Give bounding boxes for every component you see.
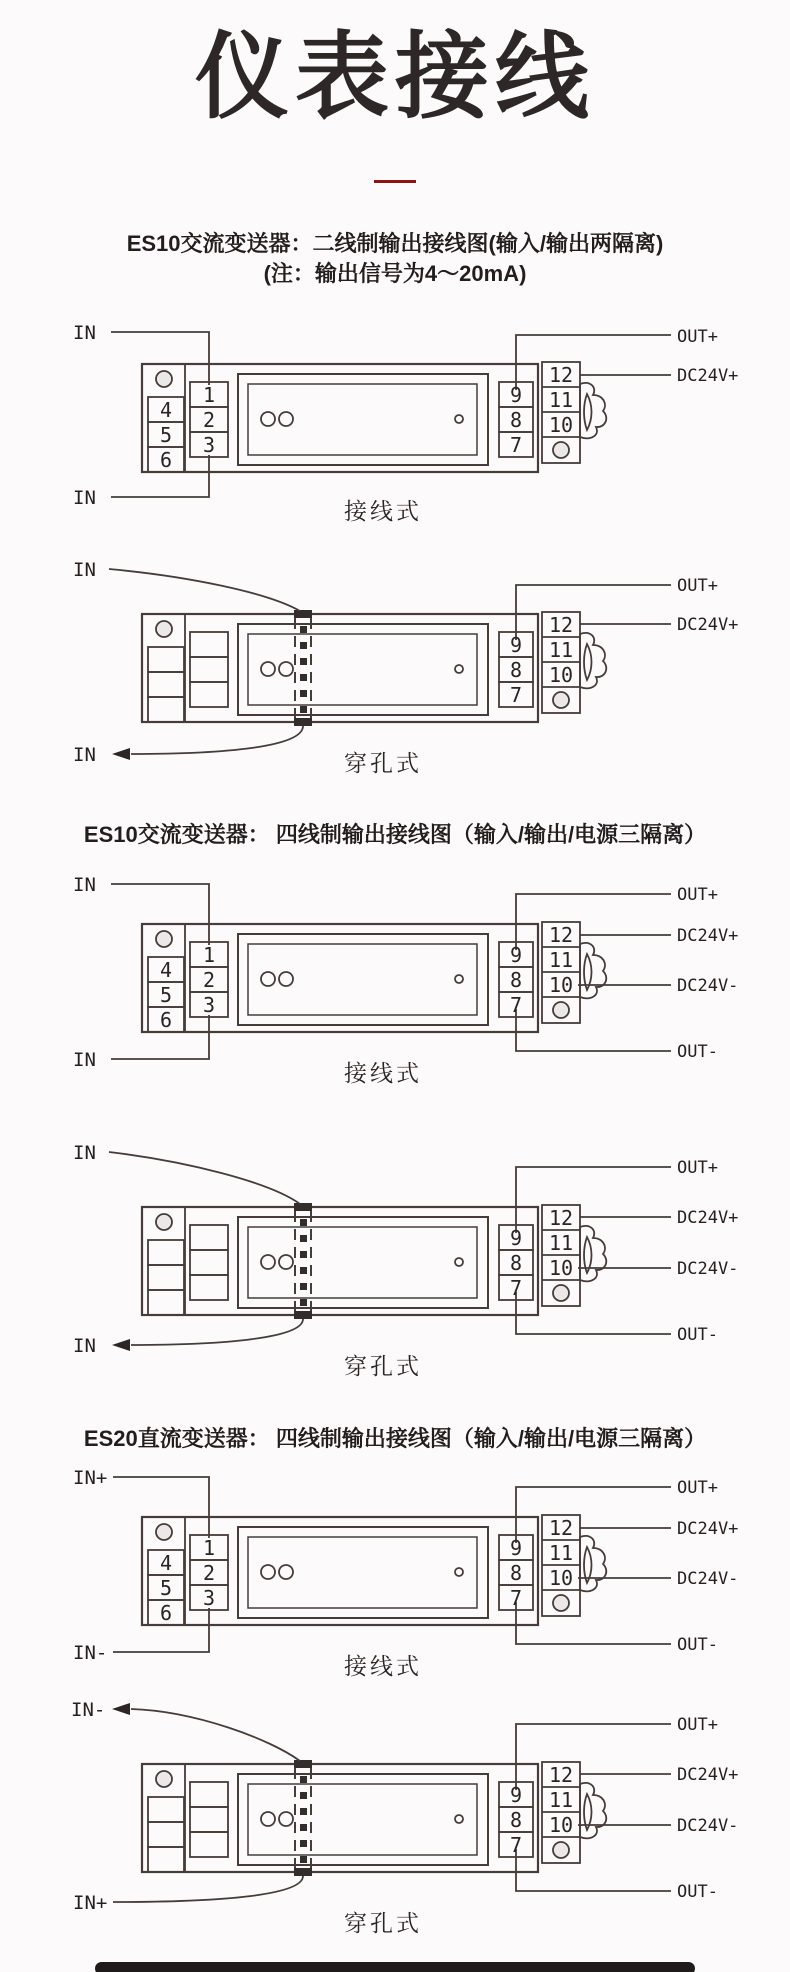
terminal-number: 9 [509,942,523,967]
wire-out-minus [516,1602,671,1644]
terminal-number: 7 [509,992,523,1017]
diagram-es10-4wire-punched [35,1137,755,1382]
terminal-number: 10 [548,1565,574,1590]
wire-out-plus [516,585,671,640]
wire-input-bottom [131,1319,303,1345]
output-label: DC24V+ [677,366,739,387]
output-label: OUT+ [677,327,718,348]
wire-input-bottom [113,1876,303,1902]
arrow-left-icon [112,1339,130,1351]
terminal-number: 7 [509,1585,523,1610]
output-label: DC24V+ [677,1764,739,1785]
input-label-bottom: IN [73,487,96,510]
output-label: OUT+ [677,1157,718,1178]
terminal-number: 9 [509,633,523,658]
output-label: OUT+ [677,1477,718,1498]
terminal-number: 3 [202,433,216,458]
wire-out-minus [516,1849,671,1891]
terminal-number: 9 [509,383,523,408]
arrow-left-icon [112,748,130,760]
terminal-number: 9 [509,1535,523,1560]
wire-out-minus [516,1292,671,1334]
output-label: DC24V+ [677,1207,739,1228]
output-label: DC24V- [677,975,739,996]
terminal-number: 8 [509,658,523,683]
terminal-number: 4 [159,398,173,423]
output-label: DC24V+ [677,925,739,946]
terminal-number: 4 [159,1550,173,1575]
diagram-es20-4wire-wired [35,1460,755,1682]
terminal-number: 5 [159,982,173,1007]
wire-out-plus [516,1724,671,1790]
terminal-number: 5 [159,1575,173,1600]
terminal-number: 6 [159,1600,173,1625]
section-3-heading [0,1424,790,1454]
wire-input-top [109,1152,300,1204]
terminal-number: 3 [202,992,216,1017]
terminal-number: 1 [202,383,216,408]
input-label-bottom: IN [73,1048,96,1071]
wire-input-bottom [131,726,303,754]
arrow-left-icon [112,1703,130,1715]
input-label-bottom: IN [73,744,96,767]
output-label: OUT- [677,1881,718,1902]
diagram-es10-2wire-wired [35,315,755,530]
input-label-bottom: IN+ [73,1891,108,1914]
terminal-number: 10 [548,972,574,997]
section-1-heading [0,229,790,290]
terminal-number: 4 [159,957,173,982]
output-label: DC24V+ [677,615,739,636]
terminal-number: 5 [159,423,173,448]
terminal-number: 12 [548,1205,574,1230]
diagram-es10-2wire-punched [35,554,755,782]
output-label: OUT- [677,1324,718,1345]
diagram-es20-4wire-punched [35,1694,755,1939]
diagram-caption: 接线式 [344,1059,422,1086]
output-label: DC24V- [677,1815,739,1836]
terminal-number: 11 [548,1787,574,1812]
diagram-caption: 穿孔式 [344,750,422,777]
terminal-number: 2 [202,967,216,992]
terminal-number: 8 [509,1807,523,1832]
output-label: OUT- [677,1041,718,1062]
input-label-bottom: IN [73,1334,96,1357]
terminal-number: 7 [509,683,523,708]
output-label: OUT+ [677,1714,718,1735]
wire-input-top [131,1709,300,1761]
input-label-bottom: IN- [73,1641,108,1664]
terminal-number: 10 [548,1812,574,1837]
input-label-top: IN+ [73,1466,108,1489]
terminal-number: 11 [548,388,574,413]
terminal-number: 6 [159,1007,173,1032]
output-label: OUT+ [677,576,718,597]
wire-out-plus [516,1487,671,1543]
terminal-number: 7 [509,1832,523,1857]
wire-out-plus [516,894,671,950]
wire-input-top [109,569,300,611]
terminal-number: 9 [509,1782,523,1807]
terminal-number: 9 [509,1225,523,1250]
terminal-number: 11 [548,638,574,663]
diagram-caption: 接线式 [344,1652,422,1679]
terminal-number: 10 [548,663,574,688]
section-1-heading-line: ES10交流变送器：二线制输出接线图(输入/输出两隔离) [126,230,664,256]
output-label: OUT+ [677,884,718,905]
diagram-caption: 穿孔式 [344,1909,422,1936]
terminal-number: 8 [509,1560,523,1585]
input-label-top: IN [73,559,96,582]
section-1-note: (注：输出信号为4～20mA) [263,260,527,286]
section-3-heading-line: ES20直流变送器： 四线制输出接线图（输入/输出/电源三隔离） [83,1425,707,1451]
wire-out-plus [516,335,671,390]
input-label-top: IN [73,1141,96,1164]
output-label: DC24V- [677,1258,739,1279]
output-label: OUT- [677,1634,718,1655]
title-divider [374,180,416,183]
diagram-es10-4wire-wired [35,867,755,1089]
terminal-number: 12 [548,613,574,638]
output-label: DC24V- [677,1568,739,1589]
section-2-heading-line: ES10交流变送器： 四线制输出接线图（输入/输出/电源三隔离） [83,822,707,848]
section-2-heading [0,820,790,850]
terminal-number: 2 [202,1560,216,1585]
terminal-number: 8 [509,1250,523,1275]
input-label-top: IN [73,873,96,896]
terminal-number: 10 [548,1255,574,1280]
terminal-number: 12 [548,1515,574,1540]
terminal-number: 12 [548,1762,574,1787]
diagram-caption: 接线式 [344,498,422,525]
input-label-top: IN [73,322,96,345]
terminal-number: 10 [548,413,574,438]
terminal-number: 6 [159,448,173,473]
terminal-number: 12 [548,363,574,388]
bottom-sheet-edge [95,1962,695,1972]
terminal-number: 11 [548,1230,574,1255]
terminal-number: 7 [509,433,523,458]
output-label: DC24V+ [677,1518,739,1539]
wire-out-plus [516,1167,671,1233]
terminal-number: 1 [202,1535,216,1560]
terminal-number: 1 [202,942,216,967]
terminal-number: 8 [509,967,523,992]
terminal-number: 8 [509,408,523,433]
terminal-number: 12 [548,922,574,947]
wire-out-minus [516,1009,671,1051]
page-title: 仪表接线 [194,24,595,129]
terminal-number: 3 [202,1585,216,1610]
terminal-number: 2 [202,408,216,433]
terminal-number: 11 [548,947,574,972]
terminal-number: 11 [548,1540,574,1565]
diagram-caption: 穿孔式 [344,1352,422,1379]
terminal-number: 7 [509,1275,523,1300]
input-label-top: IN- [71,1698,106,1721]
